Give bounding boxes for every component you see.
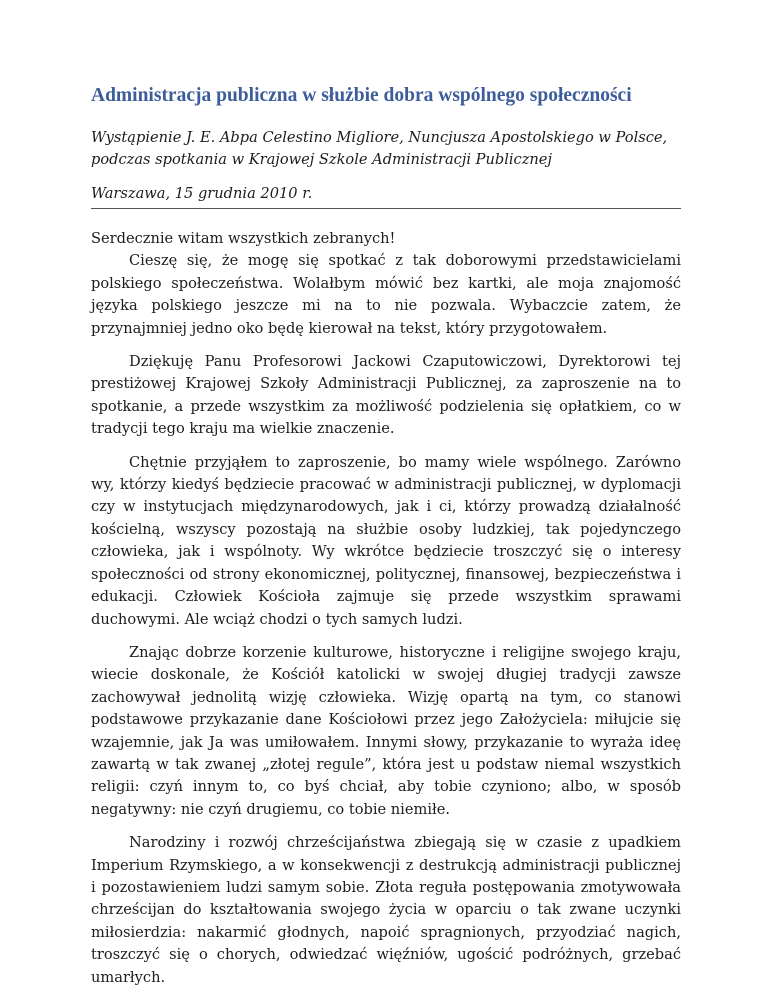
body-paragraph: Cieszę się, że mogę się spotkać z tak doborowymi przedstawicielami polskiego społeczeństwa. Wolałbym mówić bez kartki, ale moja znajomość języka polskiego jeszcze mi na to nie pozwala. Wybaczcie zatem, że przynajmniej jedno oko będę kierował na tekst, który przygotowałem.	[91, 252, 681, 337]
document-subtitle: Wystąpienie J. E. Abpa Celestino Migliore, Nuncjusza Apostolskiego w Polsce, podczas spotkania w Krajowej Szkole Administracji Publicznej	[91, 129, 668, 168]
body-paragraph: Dziękuję Panu Profesorowi Jackowi Czaputowiczowi, Dyrektorowi tej prestiżowej Krajowej Szkoły Administracji Publicznej, za zaproszenie na to spotkanie, a przede wszystkim za możliwość podzielenia się opłatkiem, co w tradycji tego kraju ma wielkie znaczenie.	[91, 353, 681, 438]
document-body	[91, 228, 681, 989]
document-page	[91, 84, 681, 1000]
greeting-paragraph: Serdecznie witam wszystkich zebranych!	[91, 230, 396, 247]
document-title: Administracja publiczna w służbie dobra wspólnego społeczności	[91, 85, 632, 106]
document-dateline: Warszawa, 15 grudnia 2010 r.	[91, 184, 681, 209]
body-paragraph: Narodziny i rozwój chrześcijaństwa zbiegają się w czasie z upadkiem Imperium Rzymskiego, a w konsekwencji z destrukcją administracji publicznej i pozostawieniem ludzi samym sobie. Złota reguła postępowania zmotywowała chrześcijan do kształtowania swojego życia w oparciu o tak zwane uczynki miłosierdzia: nakarmić głodnych, napoić spragnionych, przyodziać nagich, troszczyć się o chorych, odwiedzać więźniów, ugościć podróżnych, grzebać umarłych.	[91, 834, 681, 986]
body-paragraph: Znając dobrze korzenie kulturowe, historyczne i religijne swojego kraju, wiecie doskonale, że Kościół katolicki w swojej długiej tradycji zawsze zachowywał jednolitą wizję człowieka. Wizję opartą na tym, co stanowi podstawowe przykazanie dane Kościołowi przez jego Założyciela: miłujcie się wzajemnie, jak Ja was umiłowałem. Innymi słowy, przykazanie to wyraża ideę zawartą w tak zwanej „złotej regule”, która jest u podstaw niemal wszystkich religii: czyń innym to, co byś chciał, aby tobie czyniono; albo, w sposób negatywny: nie czyń drugiemu, co tobie niemiłe.	[91, 643, 681, 818]
body-paragraph: Chętnie przyjąłem to zaproszenie, bo mamy wiele wspólnego. Zarówno wy, którzy kiedyś będziecie pracować w administracji publicznej, w dyplomacji czy w instytucjach międzynarodowych, jak i ci, którzy prowadzą działalność kościelną, wszyscy pozostają na służbie osoby ludzkiej, tak pojedynczego człowieka, jak i wspólnoty. Wy wkrótce będziecie troszczyć się o interesy społeczności od strony ekonomicznej, politycznej, finansowej, bezpieczeństwa i edukacji. Człowiek Kościoła zajmuje się przede wszystkim sprawami duchowymi. Ale wciąż chodzi o tych samych ludzi.	[91, 453, 681, 628]
